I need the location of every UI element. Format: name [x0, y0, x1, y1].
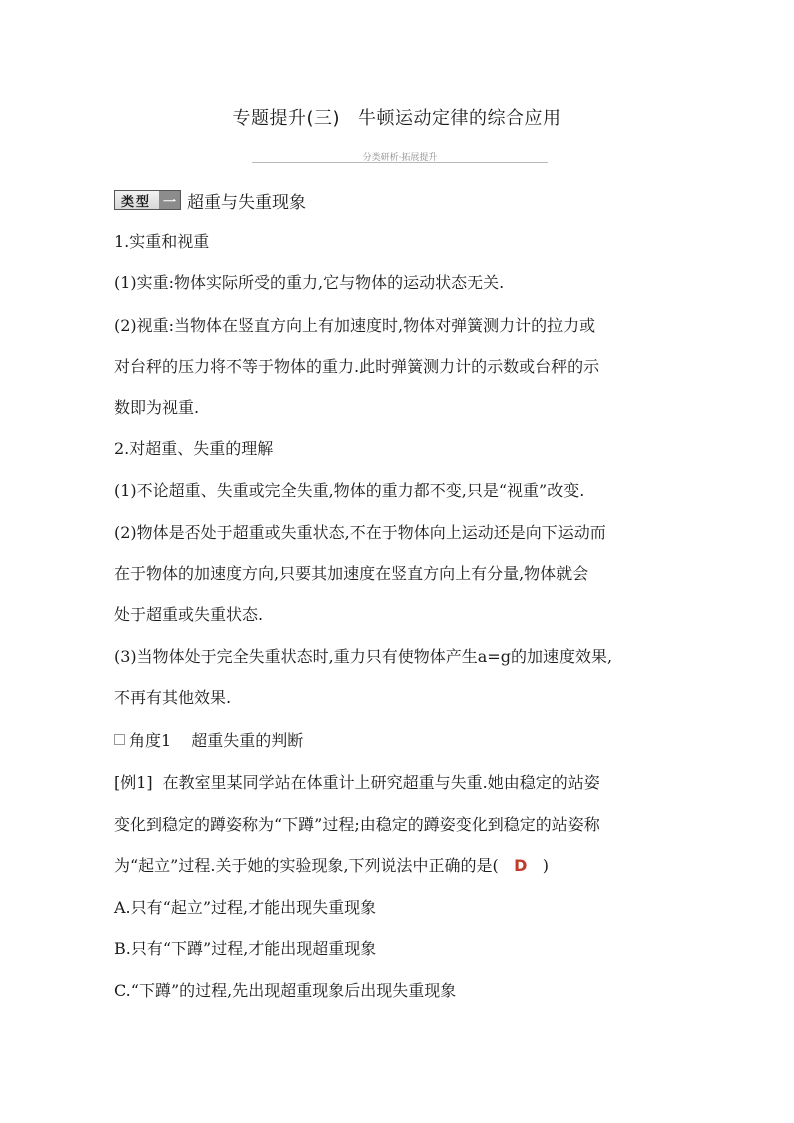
option-a: A.只有“起立”过程,才能出现失重现象: [114, 898, 377, 917]
para-apparent-weight-1: (2)视重:当物体在竖直方向上有加速度时,物体对弹簧测力计的拉力或: [114, 316, 596, 335]
option-c: C.“下蹲”的过程,先出现超重现象后出现失重现象: [114, 981, 457, 1000]
angle-title: 超重失重的判断: [191, 731, 304, 750]
answer-mark: D: [514, 856, 528, 875]
example-paren-close: ): [542, 856, 550, 875]
para-understanding-3a: (3)当物体处于完全失重状态时,重力只有使物体产生a=g的加速度效果,: [114, 647, 613, 666]
para-understanding-3b: 不再有其他效果.: [114, 688, 232, 707]
example-label: [例1]: [114, 773, 153, 792]
subtitle-banner: [252, 150, 548, 166]
angle-heading: [114, 730, 303, 752]
example-line-2: 变化到稳定的蹲姿称为“下蹲”过程;由稳定的蹲姿变化到稳定的站姿称: [114, 815, 600, 834]
section-title: 超重与失重现象: [187, 192, 307, 213]
section-tag-label: 类型: [121, 194, 152, 210]
para-understanding-2b: 在于物体的加速度方向,只要其加速度在竖直方向上有分量,物体就会: [114, 564, 589, 583]
para-understanding-2a: (2)物体是否处于超重或失重状态,不在于物体向上运动还是向下运动而: [114, 523, 606, 542]
para-real-weight: (1)实重:物体实际所受的重力,它与物体的运动状态无关.: [114, 273, 505, 292]
example-text-3: 为“起立”过程.关于她的实验现象,下列说法中正确的是(: [114, 856, 499, 875]
example-line-3: [114, 855, 549, 877]
section-header: [114, 189, 306, 211]
para-understanding-2c: 处于超重或失重状态.: [114, 605, 264, 624]
section-tag: [114, 190, 181, 210]
example-line-1: [114, 772, 600, 794]
angle-label: 角度1: [129, 731, 172, 750]
heading-understanding: 2.对超重、失重的理解: [114, 439, 274, 458]
para-apparent-weight-2: 对台秤的压力将不等于物体的重力.此时弹簧测力计的示数或台秤的示: [114, 357, 600, 376]
example-text-1: 在教室里某同学站在体重计上研究超重与失重.她由稳定的站姿: [162, 773, 600, 792]
para-apparent-weight-3: 数即为视重.: [114, 398, 200, 417]
collapse-box-icon: [114, 734, 125, 745]
para-understanding-1: (1)不论超重、失重或完全失重,物体的重力都不变,只是“视重”改变.: [114, 481, 585, 500]
title-subject: 牛顿运动定律的综合应用: [358, 108, 562, 129]
subtitle-text: 分类研析·拓展提升: [362, 153, 438, 163]
heading-real-apparent-weight: 1.实重和视重: [114, 232, 210, 251]
page-title: [0, 104, 794, 130]
title-topic: 专题提升(三): [232, 108, 341, 129]
section-tag-number: 一: [159, 191, 180, 209]
option-b: B.只有“下蹲”过程,才能出现超重现象: [114, 939, 377, 958]
